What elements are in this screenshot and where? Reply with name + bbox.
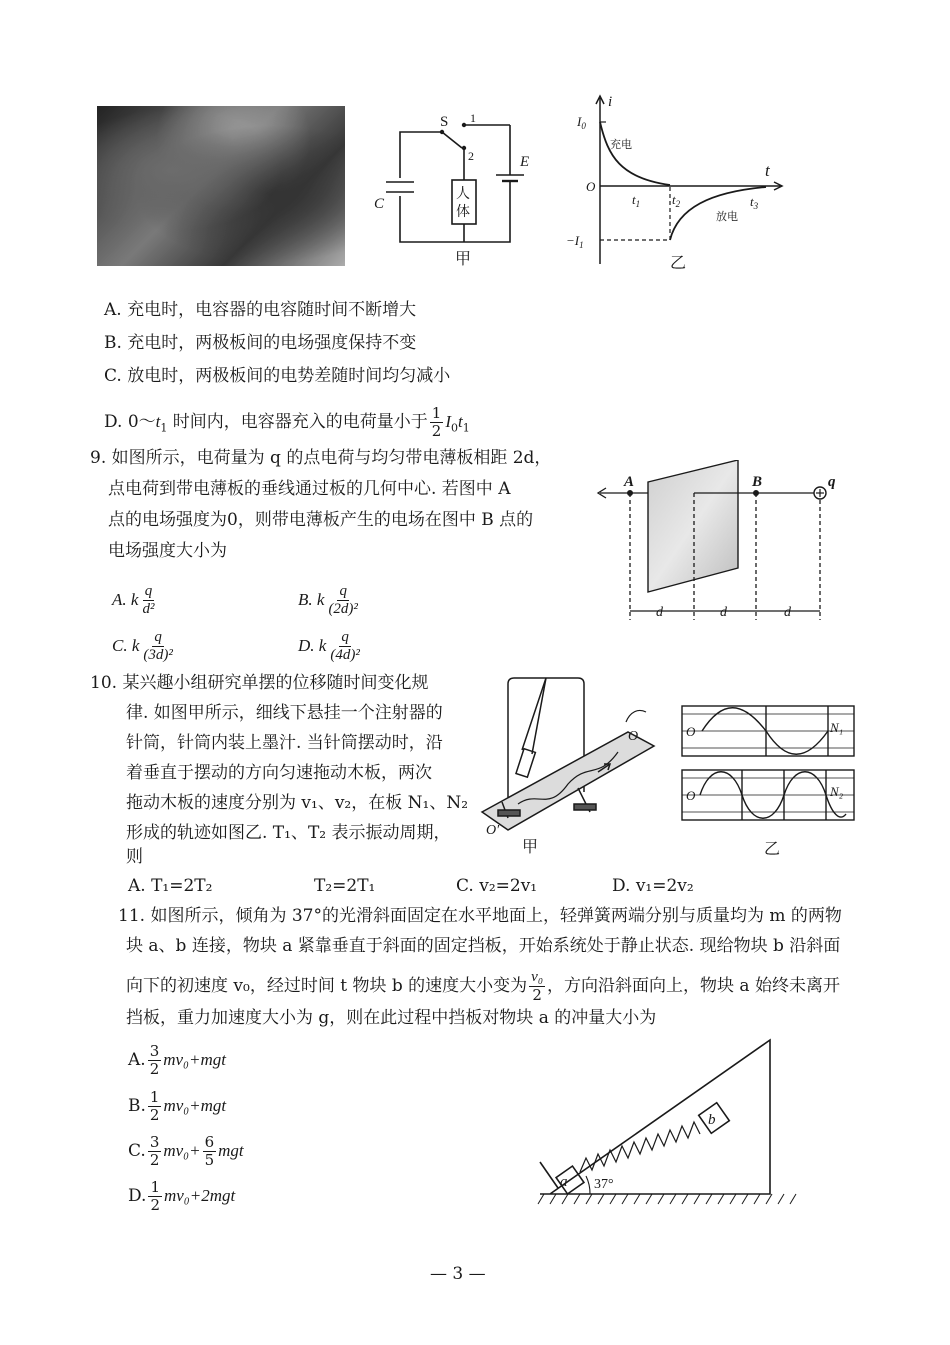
- switch-label: S: [440, 114, 449, 130]
- block-b-label: b: [708, 1112, 716, 1128]
- distance-d3-label: d: [784, 605, 791, 620]
- axis-t-label: t: [765, 161, 770, 180]
- human-body-label-1: 人: [456, 187, 470, 202]
- defibrillator-photo: [97, 106, 345, 266]
- q10-stem-line-3: 针筒，针筒内装上墨汁. 当针筒摆动时，沿: [126, 733, 443, 753]
- t1-label: $t_1$: [632, 192, 641, 209]
- source-label: E: [520, 154, 530, 170]
- q11-option-d: D. $\frac{1}{2}$ mv₀+2mgt: [128, 1178, 236, 1214]
- human-body-label-2: 体: [456, 205, 470, 220]
- board-N1-label: N₁: [830, 720, 844, 735]
- q9-option-b: B. k $\frac{q}{\text{(2d)²}}$: [298, 583, 358, 617]
- q10-stem-line-4: 着垂直于摆动的方向匀速拖动木板，两次: [126, 763, 432, 783]
- q8-option-d: D. $0\sim t_1$ 时间内，电容器充入的电荷量小于 $\frac{1}{2}$ $I_0t_1$: [104, 404, 470, 440]
- block-a-label: a: [560, 1174, 568, 1190]
- q11-option-c: C. $\frac{3}{2}$ mv₀+ $\frac{6}{5}$ mgt: [128, 1133, 244, 1169]
- pendulum-apparatus-jia: [478, 672, 668, 862]
- trajectory-traces-yi: [680, 702, 860, 862]
- q11-stem-line-1: 11. 如图所示，倾角为 37°的光滑斜面固定在水平地面上，轻弹簧两端分别与质量均为 m 的两物: [118, 906, 842, 926]
- charge-label: 充电: [610, 139, 632, 151]
- terminal-1-label: 1: [470, 111, 476, 125]
- point-O-prime-label: O′: [486, 823, 500, 838]
- capacitor-label: C: [374, 196, 385, 212]
- current-time-graph-yi: [560, 92, 790, 272]
- q9-option-d: D. k $\frac{q}{\text{(4d)²}}$: [298, 629, 360, 663]
- t3-label: $t_3$: [750, 194, 759, 211]
- distance-d1-label: d: [656, 605, 663, 620]
- charge-q-label: q: [828, 474, 836, 490]
- t2-label: $t_2$: [672, 192, 681, 209]
- board-N2-label: N₂: [830, 784, 844, 799]
- axis-i-label: i: [608, 94, 613, 110]
- q8-option-c: C. 放电时，两极板间的电势差随时间均匀减小: [104, 366, 451, 386]
- q9-stem-line-1: 9. 如图所示，电荷量为 q 的点电荷与均匀带电薄板相距 2d，: [90, 448, 552, 468]
- incline-spring-diagram: [530, 1036, 805, 1216]
- q10-stem-line-7: 则: [126, 847, 143, 867]
- trace2-origin-label: O: [686, 788, 696, 803]
- q10-option-c: C. v₂=2v₁: [456, 876, 538, 896]
- q10-stem-line-6: 形成的轨迹如图乙. T₁、T₂ 表示振动周期，: [126, 823, 451, 843]
- terminal-2-label: 2: [468, 149, 474, 163]
- point-O-label: O: [628, 729, 639, 744]
- q9-stem-line-2: 点电荷到带电薄板的垂线通过板的几何中心. 若图中 A: [108, 479, 511, 499]
- q9-stem-line-3: 点的电场强度为0，则带电薄板产生的电场在图中 B 点的: [108, 510, 534, 530]
- q10-option-b: T₂=2T₁: [314, 876, 376, 896]
- charged-plate-diagram: [590, 460, 850, 630]
- figure-caption-jia: 甲: [522, 839, 539, 856]
- q11-stem-line-4: 挡板，重力加速度大小为 g，则在此过程中挡板对物块 a 的冲量大小为: [126, 1008, 657, 1028]
- origin-label: O: [586, 179, 596, 194]
- point-A-label: A: [624, 474, 635, 490]
- q9-stem-line-4: 电场强度大小为: [108, 541, 227, 561]
- q9-option-a: A. k $\frac{q}{\text{d²}}$: [112, 583, 155, 617]
- page-number: — 3 —: [430, 1264, 486, 1284]
- angle-label: 37°: [594, 1177, 614, 1192]
- q11-stem-line-2: 块 a、b 连接，物块 a 紧靠垂直于斜面的固定挡板，开始系统处于静止状态. 现给物块 b 沿斜面: [126, 936, 841, 956]
- q8-option-b: B. 充电时，两极板间的电场强度保持不变: [104, 333, 417, 353]
- figure-caption-yi: 乙: [764, 841, 781, 858]
- distance-d2-label: d: [720, 605, 727, 620]
- trace1-origin-label: O: [686, 724, 696, 739]
- point-B-label: B: [752, 474, 763, 490]
- q10-stem-line-2: 律. 如图甲所示，细线下悬挂一个注射器的: [126, 703, 443, 723]
- q8-option-a: A. 充电时，电容器的电容随时间不断增大: [104, 300, 417, 320]
- q9-option-c: C. k $\frac{q}{\text{(3d)²}}$: [112, 629, 173, 663]
- q11-option-b: B. $\frac{1}{2}$ mv₀+mgt: [128, 1088, 227, 1124]
- q10-stem-line-5: 拖动木板的速度分别为 v₁、v₂，在板 N₁、N₂: [126, 793, 469, 813]
- q11-stem-line-3: 向下的初速度 v₀，经过时间 t 物块 b 的速度大小变为 $\frac{\text{v₀}}{2}$ ，方向沿斜面向上，物块 a 始终未离开: [126, 969, 840, 1004]
- q10-option-d: D. v₁=2v₂: [612, 876, 694, 896]
- figure-caption-jia: 甲: [455, 251, 472, 268]
- q10-stem-line-1: 10. 某兴趣小组研究单摆的位移随时间变化规: [90, 673, 429, 693]
- circuit-diagram-jia: [370, 110, 540, 270]
- I0-label: $I_0$: [577, 114, 586, 131]
- discharge-label: 放电: [716, 211, 738, 223]
- q10-option-a: A. T₁=2T₂: [128, 876, 213, 896]
- q11-option-a: A. $\frac{3}{2}$ mv₀+mgt: [128, 1042, 226, 1078]
- neg-I1-label: $-I_1$: [566, 233, 584, 250]
- figure-caption-yi: 乙: [670, 255, 687, 272]
